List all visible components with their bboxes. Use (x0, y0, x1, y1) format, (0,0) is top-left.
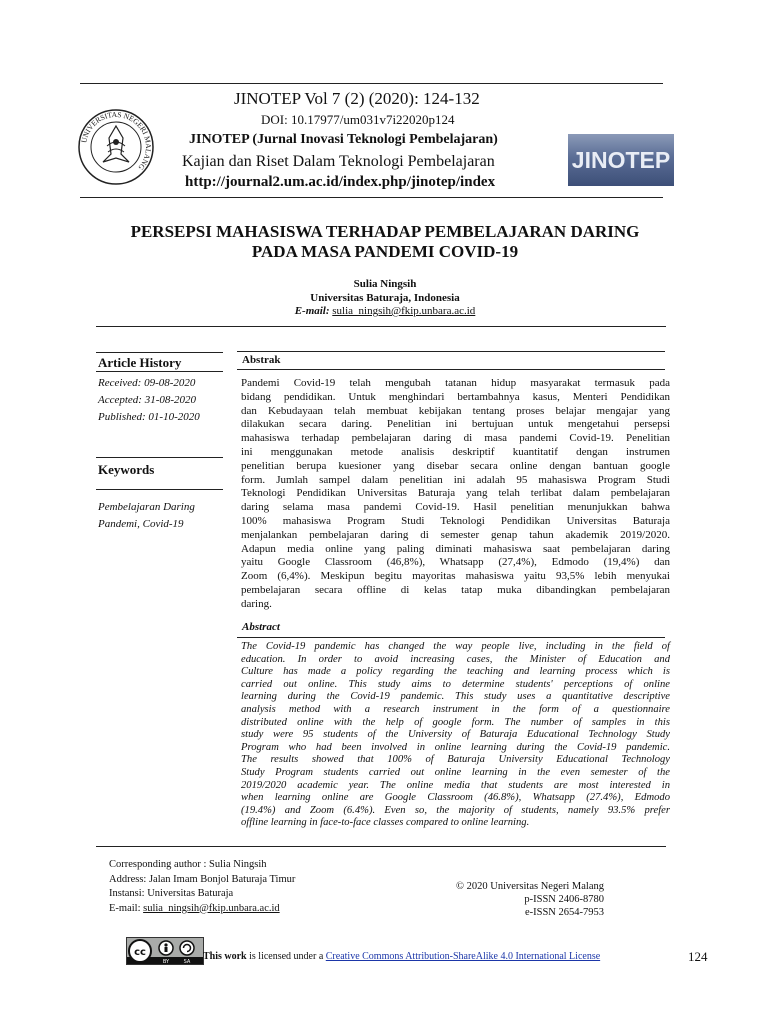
abstrak-line: dan Kebudayaan telah membuat kebijakan tentang proses belajar mengajar yang (241, 404, 670, 417)
keywords-list (98, 499, 195, 533)
footer-email-line (109, 902, 295, 917)
article-history-dates (98, 375, 200, 426)
jinotep-logo (568, 134, 674, 186)
doi[interactable]: DOI: 10.17977/um031v7i22020p124 (261, 112, 455, 127)
abstrak-line: dilakukan secara daring. Penelitian ini bertujuan untuk mengetahui persepsi (241, 418, 670, 431)
abstrak-heading: Abstrak (242, 354, 281, 366)
keywords-rule-top (96, 457, 223, 458)
abstract-line: Culture has made a policy regarding the teaching and learning process which is (241, 666, 670, 678)
logo-text: JINOTEP (571, 146, 671, 173)
abstract-rule (237, 637, 665, 638)
top-rule (80, 83, 663, 84)
abstrak-line: Pandemi Covid-19 telah mengubah tatanan hidup masyarakat termasuk pada (241, 377, 670, 389)
abstrak-line: Zoom (6,4%). Meskipun begitu mayoritas mahasiswa yaitu 93,5% lebih menyukai (241, 570, 670, 583)
sa-label: SA (183, 959, 191, 964)
abstract-line: education. In order to avoid increasing cases, the Minister of Education and (241, 653, 670, 665)
abstrak-rule-top (237, 351, 665, 352)
abstrak-line: bidang pendidikan. Untuk menghindari bertambahnya kasus, Menteri Pendidikan (241, 390, 670, 403)
abstract-line: (19.4%) and Zoom (6.4%). Even so, the majority of students, namely 93.5% prefer (241, 804, 670, 816)
p-issn: p-ISSN 2406-8780 (524, 894, 604, 905)
author-block (60, 277, 710, 305)
license-link[interactable]: Creative Commons Attribution-ShareAlike 4.0 International License (325, 951, 601, 962)
seal-text: UNIVERSITAS NEGERI MALANG (79, 109, 154, 172)
abstract-line: Program who had been involved in online learning during the Covid-19 pandemic. (241, 741, 670, 753)
license-bold: This work (203, 951, 247, 962)
journal-subtitle: Kajian dan Riset Dalam Teknologi Pembelajaran (182, 153, 495, 170)
history-rule (96, 371, 223, 372)
email-label: E-mail: (294, 305, 330, 317)
keyword-line-2: Pandemi, Covid-19 (98, 518, 184, 530)
header-rule (80, 197, 663, 198)
footer-email-label: E-mail: (109, 902, 141, 914)
abstract-rule-bottom (96, 846, 666, 847)
license-text: is licensed under a (249, 951, 324, 962)
author-email-line (60, 305, 710, 317)
abstrak-line: pembelajaran secara offline di kelas tatap muka dibandingkan pembelajaran (241, 583, 670, 596)
corresponding-author: Corresponding author : Sulia Ningsih (109, 859, 267, 870)
abstrak-line: daring selama masa pandemi Covid-19. Hasil penelitian menunjukkan bahwa (241, 501, 670, 514)
abstrak-line: penelitian berupa kuesioner yang disebar secara online dengan bantuan google (241, 459, 670, 472)
abstrak-line: 100% mahasiswa Program Studi Teknologi Pendidikan Universitas Baturaja (241, 514, 670, 527)
cc-text: cc (134, 947, 146, 958)
abstrak-line: Teknologi Pendidikan Universitas Baturaja yang telah terlibat dalam pembelajaran (241, 487, 670, 500)
abstrak-line: mahasiswa terhadap pembelajaran daring di masa pandemi Covid-19. Penelitian (241, 432, 670, 445)
author-name: Sulia Ningsih (353, 278, 417, 290)
copyright-block (420, 880, 604, 919)
abstract-line: The results showed that 100% of Baturaja University Educational Technology (241, 754, 670, 766)
abstract-heading: Abstract (242, 621, 280, 633)
history-rule-top (96, 352, 223, 353)
abstract-line: carried out online. This study aims to determine students' perceptions of online (241, 678, 670, 690)
abstrak-line: form. Jumlah sampel dalam penelitian ini adalah 95 mahasiswa Program Studi (241, 473, 670, 486)
keyword-line-1: Pembelajaran Daring (98, 501, 195, 513)
abstract-line: distributed online with the help of google form. The number of samples in this (241, 716, 670, 728)
license-line (203, 951, 600, 962)
author-affiliation: Universitas Baturaja, Indonesia (310, 292, 460, 304)
article-history-heading: Article History (98, 355, 182, 370)
by-label: BY (162, 959, 170, 964)
abstrak-line: yaitu Google Classroom (46,8%), Whatsapp (27,4%), Edmodo (19,4%) dan (241, 556, 670, 569)
title-line-2: PADA MASA PANDEMI COVID-19 (251, 242, 519, 261)
abstract-line: Study Program students carried out online learning in the even semester of the (241, 766, 670, 778)
author-address: Address: Jalan Imam Bonjol Baturaja Timur (109, 873, 296, 885)
author-rule (96, 326, 666, 327)
keywords-heading: Keywords (98, 462, 155, 477)
journal-url[interactable]: http://journal2.um.ac.id/index.php/jinotep/index (185, 174, 496, 190)
abstract-line: learning during the Covid-19 pandemic. This study uses a quantitative descriptive (241, 691, 670, 703)
abstract-line: study were 95 students of the University of Baturaja Educational Technology Study (241, 729, 670, 741)
copyright: © 2020 Universitas Negeri Malang (456, 881, 604, 892)
corresponding-author-block (109, 858, 295, 916)
abstract-line: offline learning in face-to-face classes compared to online learning. (241, 817, 530, 829)
abstrak-line: daring. (241, 597, 272, 610)
journal-name: JINOTEP (Jurnal Inovasi Teknologi Pembelajaran) (189, 132, 498, 147)
sa-icon (180, 941, 194, 955)
cc-license-badge[interactable] (126, 937, 204, 965)
abstract-text (241, 641, 670, 830)
abstract-line: analysis method with a research instrument in the form of a questionnaire (241, 703, 670, 715)
abstrak-line: Adapun media online yang paling diminati mahasiswa saat pembelajaran daring (241, 542, 670, 555)
accepted-date: Accepted: 31-08-2020 (98, 394, 197, 406)
keywords-rule (96, 489, 223, 490)
author-institution: Instansi: Universitas Baturaja (109, 888, 234, 899)
received-date: Received: 09-08-2020 (98, 377, 196, 389)
abstrak-text (241, 377, 670, 612)
page-number: 124 (688, 949, 708, 964)
abstrak-line: menjalankan pembelajaran daring di semester genap tahun akademik 2019/2020. (241, 528, 670, 541)
journal-volume: JINOTEP Vol 7 (2) (2020): 124-132 (234, 89, 480, 108)
abstrak-rule (237, 369, 665, 370)
footer-email[interactable]: sulia_ningsih@fkip.unbara.ac.id (143, 902, 280, 914)
abstract-line: 2019/2020 academic year. The online media that students are most interested in (241, 779, 670, 791)
title-line-1: PERSEPSI MAHASISWA TERHADAP PEMBELAJARAN DARING (130, 222, 640, 241)
article-title (60, 222, 710, 262)
e-issn: e-ISSN 2654-7953 (524, 907, 604, 918)
abstract-line: The Covid-19 pandemic has changed the way people live, including in the field of (241, 641, 670, 652)
author-email[interactable]: sulia_ningsih@fkip.unbara.ac.id (332, 305, 476, 317)
university-seal-icon (77, 108, 155, 186)
abstract-line: when learning online are Google Classroom (46.8%), Whatsapp (27.4%), Edmodo (241, 792, 670, 804)
published-date: Published: 01-10-2020 (98, 411, 200, 423)
abstrak-line: ini menggunakan metode analisis deskriptif kuantitatif dengan instrumen (241, 445, 670, 458)
